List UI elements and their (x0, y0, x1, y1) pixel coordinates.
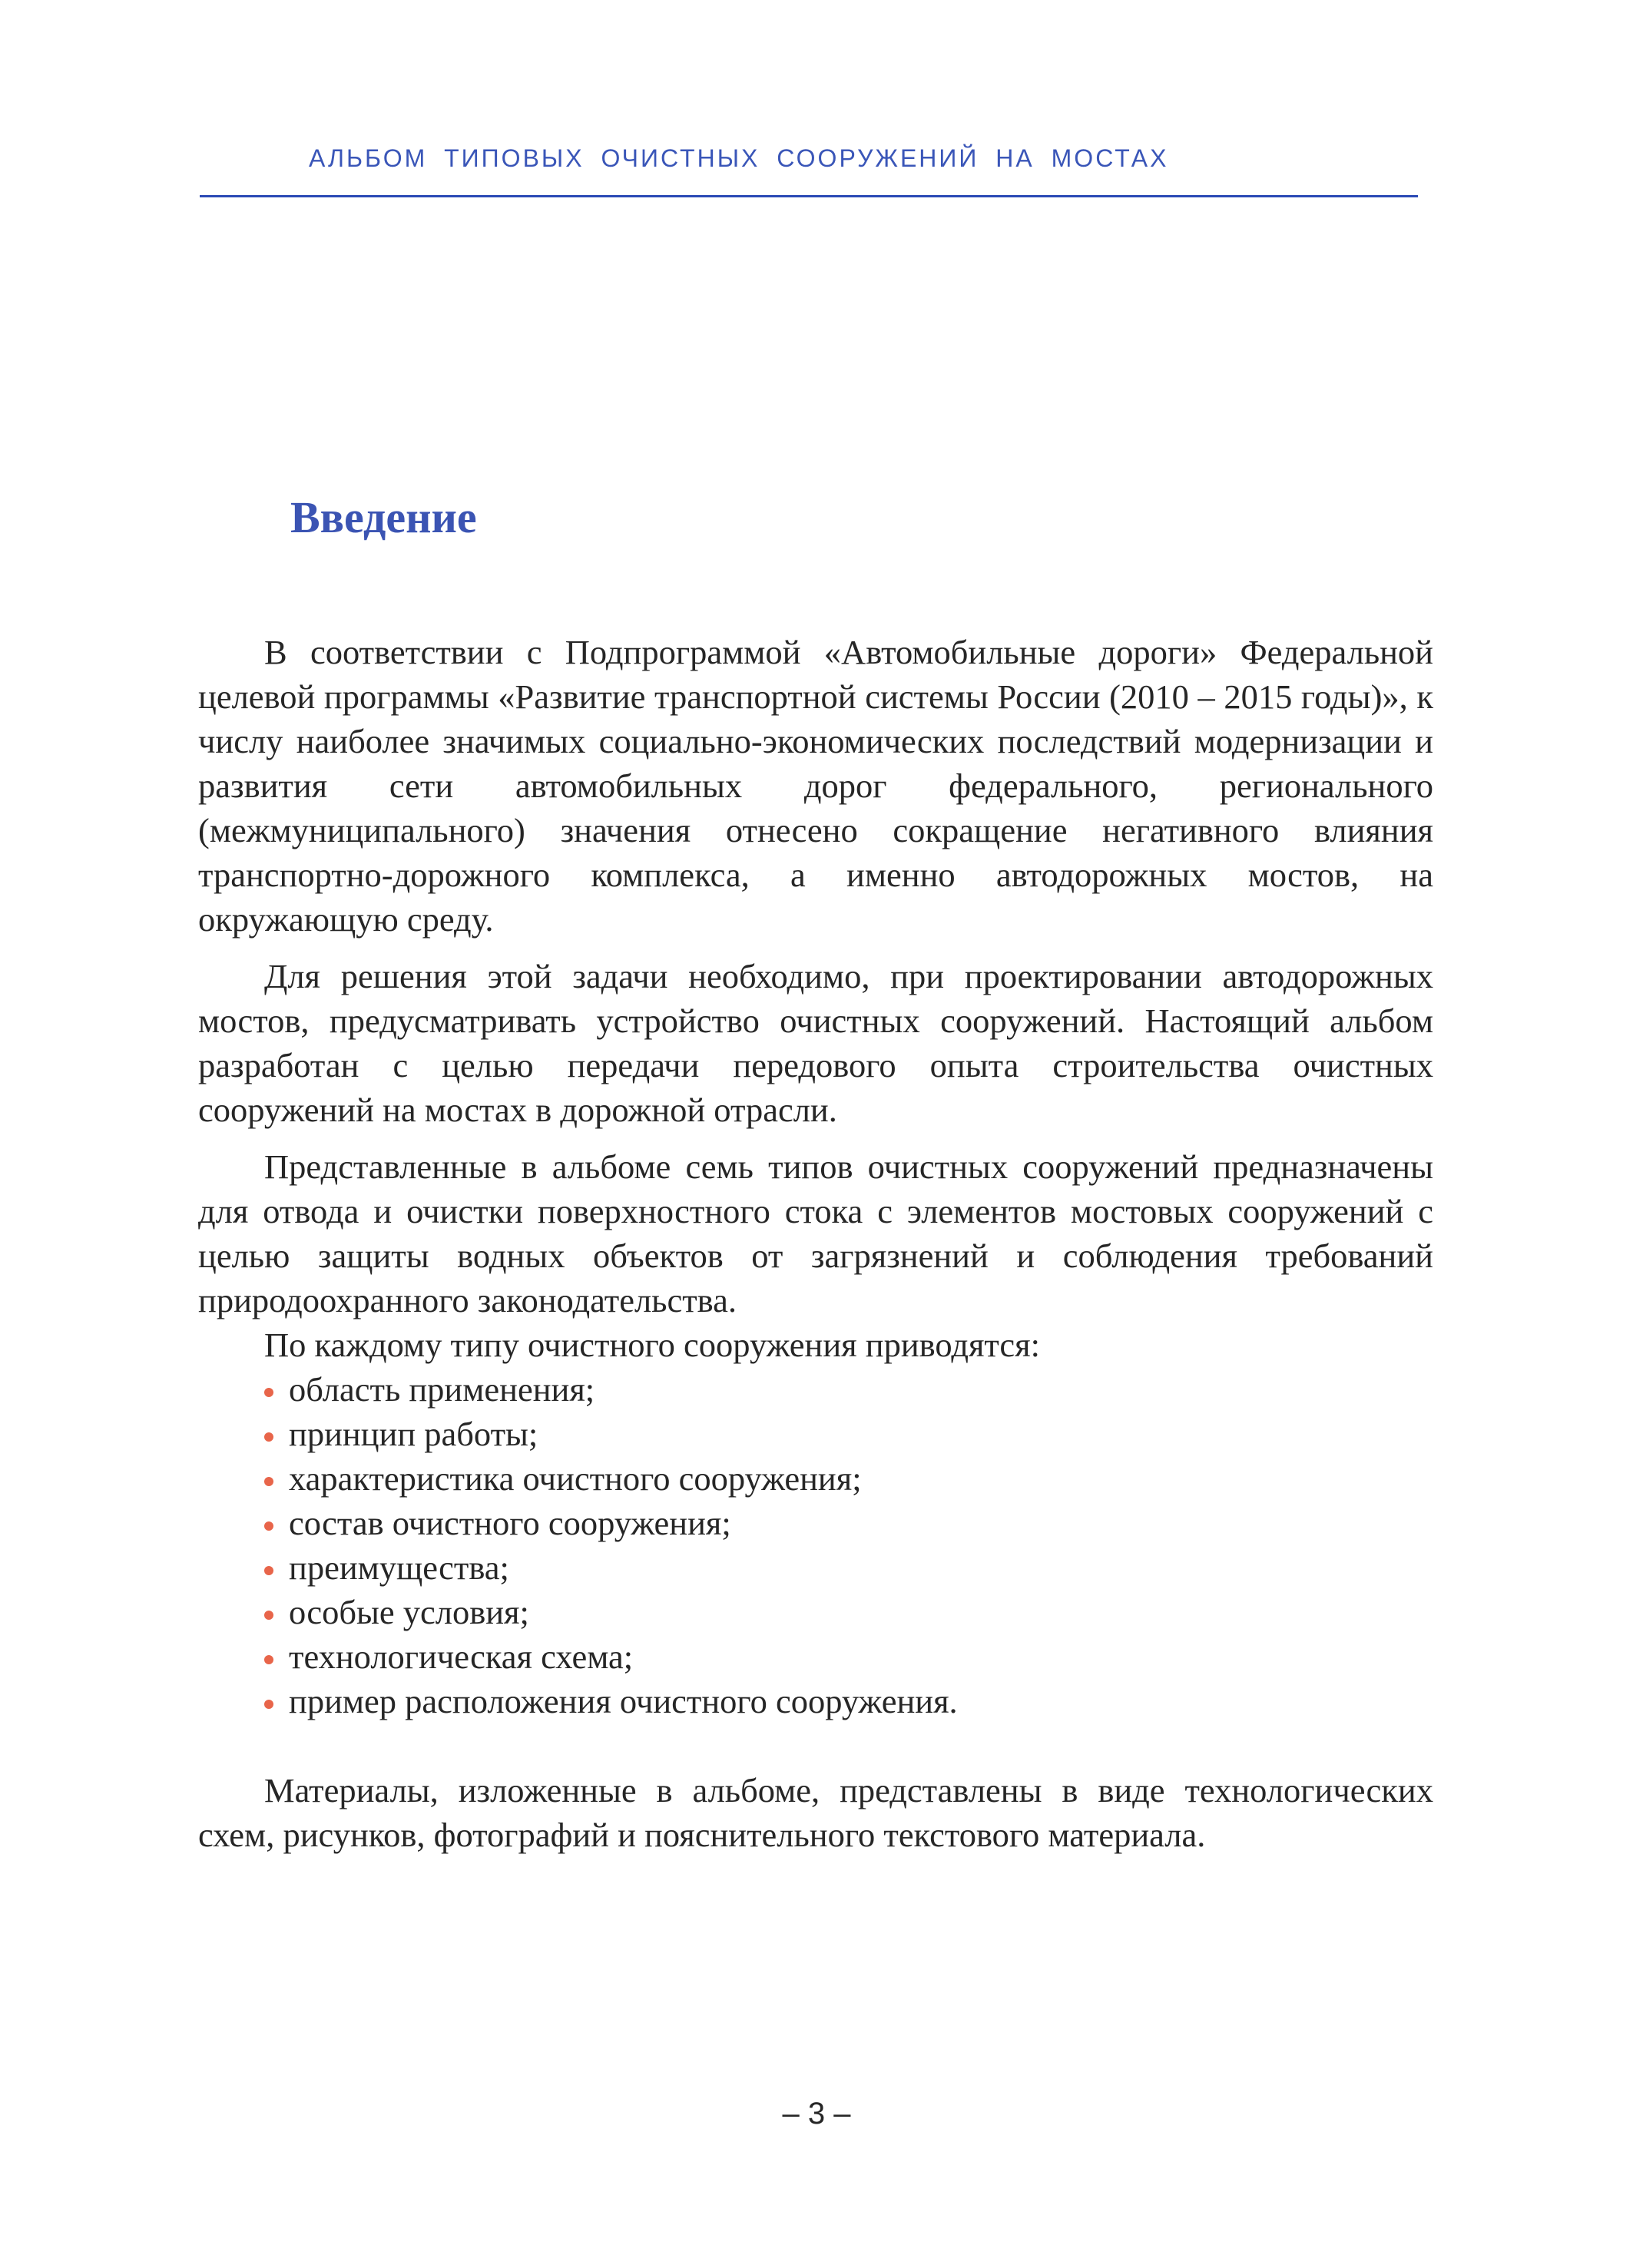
paragraph: В соответствии с Подпрограммой «Автомобильные дороги» Федеральной целевой программы «Развитие транспортной системы России (2010 – 2015 годы)», к числу наиболее значимых социально-экономических последствий модернизации и развития сети автомобильных дорог федерального, регионального (межмуниципального) значения отнесено сокращение негативного влияния транспортно-дорожного комплекса, а именно автодорожных мостов, на окружающую среду. (198, 633, 1433, 939)
list-item (198, 1590, 1433, 1634)
list-item-text: пример расположения очистного сооружения. (289, 1682, 958, 1720)
list-item (198, 1679, 1433, 1723)
list-item (198, 1545, 1433, 1590)
bullet-dot-icon (264, 1566, 273, 1575)
list-item (198, 1456, 1433, 1501)
bullet-dot-icon (264, 1432, 273, 1442)
paragraph: Представленные в альбоме семь типов очистных сооружений предназначены для отвода и очистки поверхностного стока с элементов мостовых сооружений с целью защиты водных объектов от загрязнений и соблюдения требований природоохранного законодательства. (198, 1147, 1433, 1319)
list-item (198, 1412, 1433, 1456)
paragraph: Для решения этой задачи необходимо, при проектировании автодорожных мостов, предусматривать устройство очистных сооружений. Настоящий альбом разработан с целью передачи передового опыта строительства очистных сооружений на мостах в дорожной отрасли. (198, 957, 1433, 1129)
running-header (200, 0, 1418, 197)
list-item-text: технологическая схема; (289, 1637, 634, 1676)
list-item-text: область применения; (289, 1370, 595, 1409)
list-item-text: характеристика очистного сооружения; (289, 1459, 862, 1498)
bullet-dot-icon (264, 1655, 273, 1664)
closing-paragraph: Материалы, изложенные в альбоме, представлены в виде технологических схем, рисунков, фотографий и пояснительного текстового материала. (198, 1771, 1433, 1854)
list-intro: По каждому типу очистного сооружения приводятся: (264, 1326, 1041, 1364)
list-item (198, 1501, 1433, 1545)
list-item-text: состав очистного сооружения; (289, 1504, 731, 1542)
page-number: – 3 – (782, 2097, 851, 2131)
bullet-dot-icon (264, 1521, 273, 1531)
bullet-list (198, 1367, 1433, 1723)
bullet-dot-icon (264, 1477, 273, 1486)
running-header-title: АЛЬБОМ ТИПОВЫХ ОЧИСТНЫХ СООРУЖЕНИЙ НА МОСТАХ (309, 144, 1169, 172)
list-item (198, 1367, 1433, 1412)
list-item-text: принцип работы; (289, 1415, 538, 1453)
bullet-dot-icon (264, 1611, 273, 1620)
bullet-dot-icon (264, 1388, 273, 1397)
list-item-text: преимущества; (289, 1548, 509, 1587)
list-item (198, 1634, 1433, 1679)
section-title: Введение (290, 492, 477, 542)
list-item-text: особые условия; (289, 1593, 529, 1631)
bullet-dot-icon (264, 1700, 273, 1709)
body-text (198, 630, 1433, 1857)
